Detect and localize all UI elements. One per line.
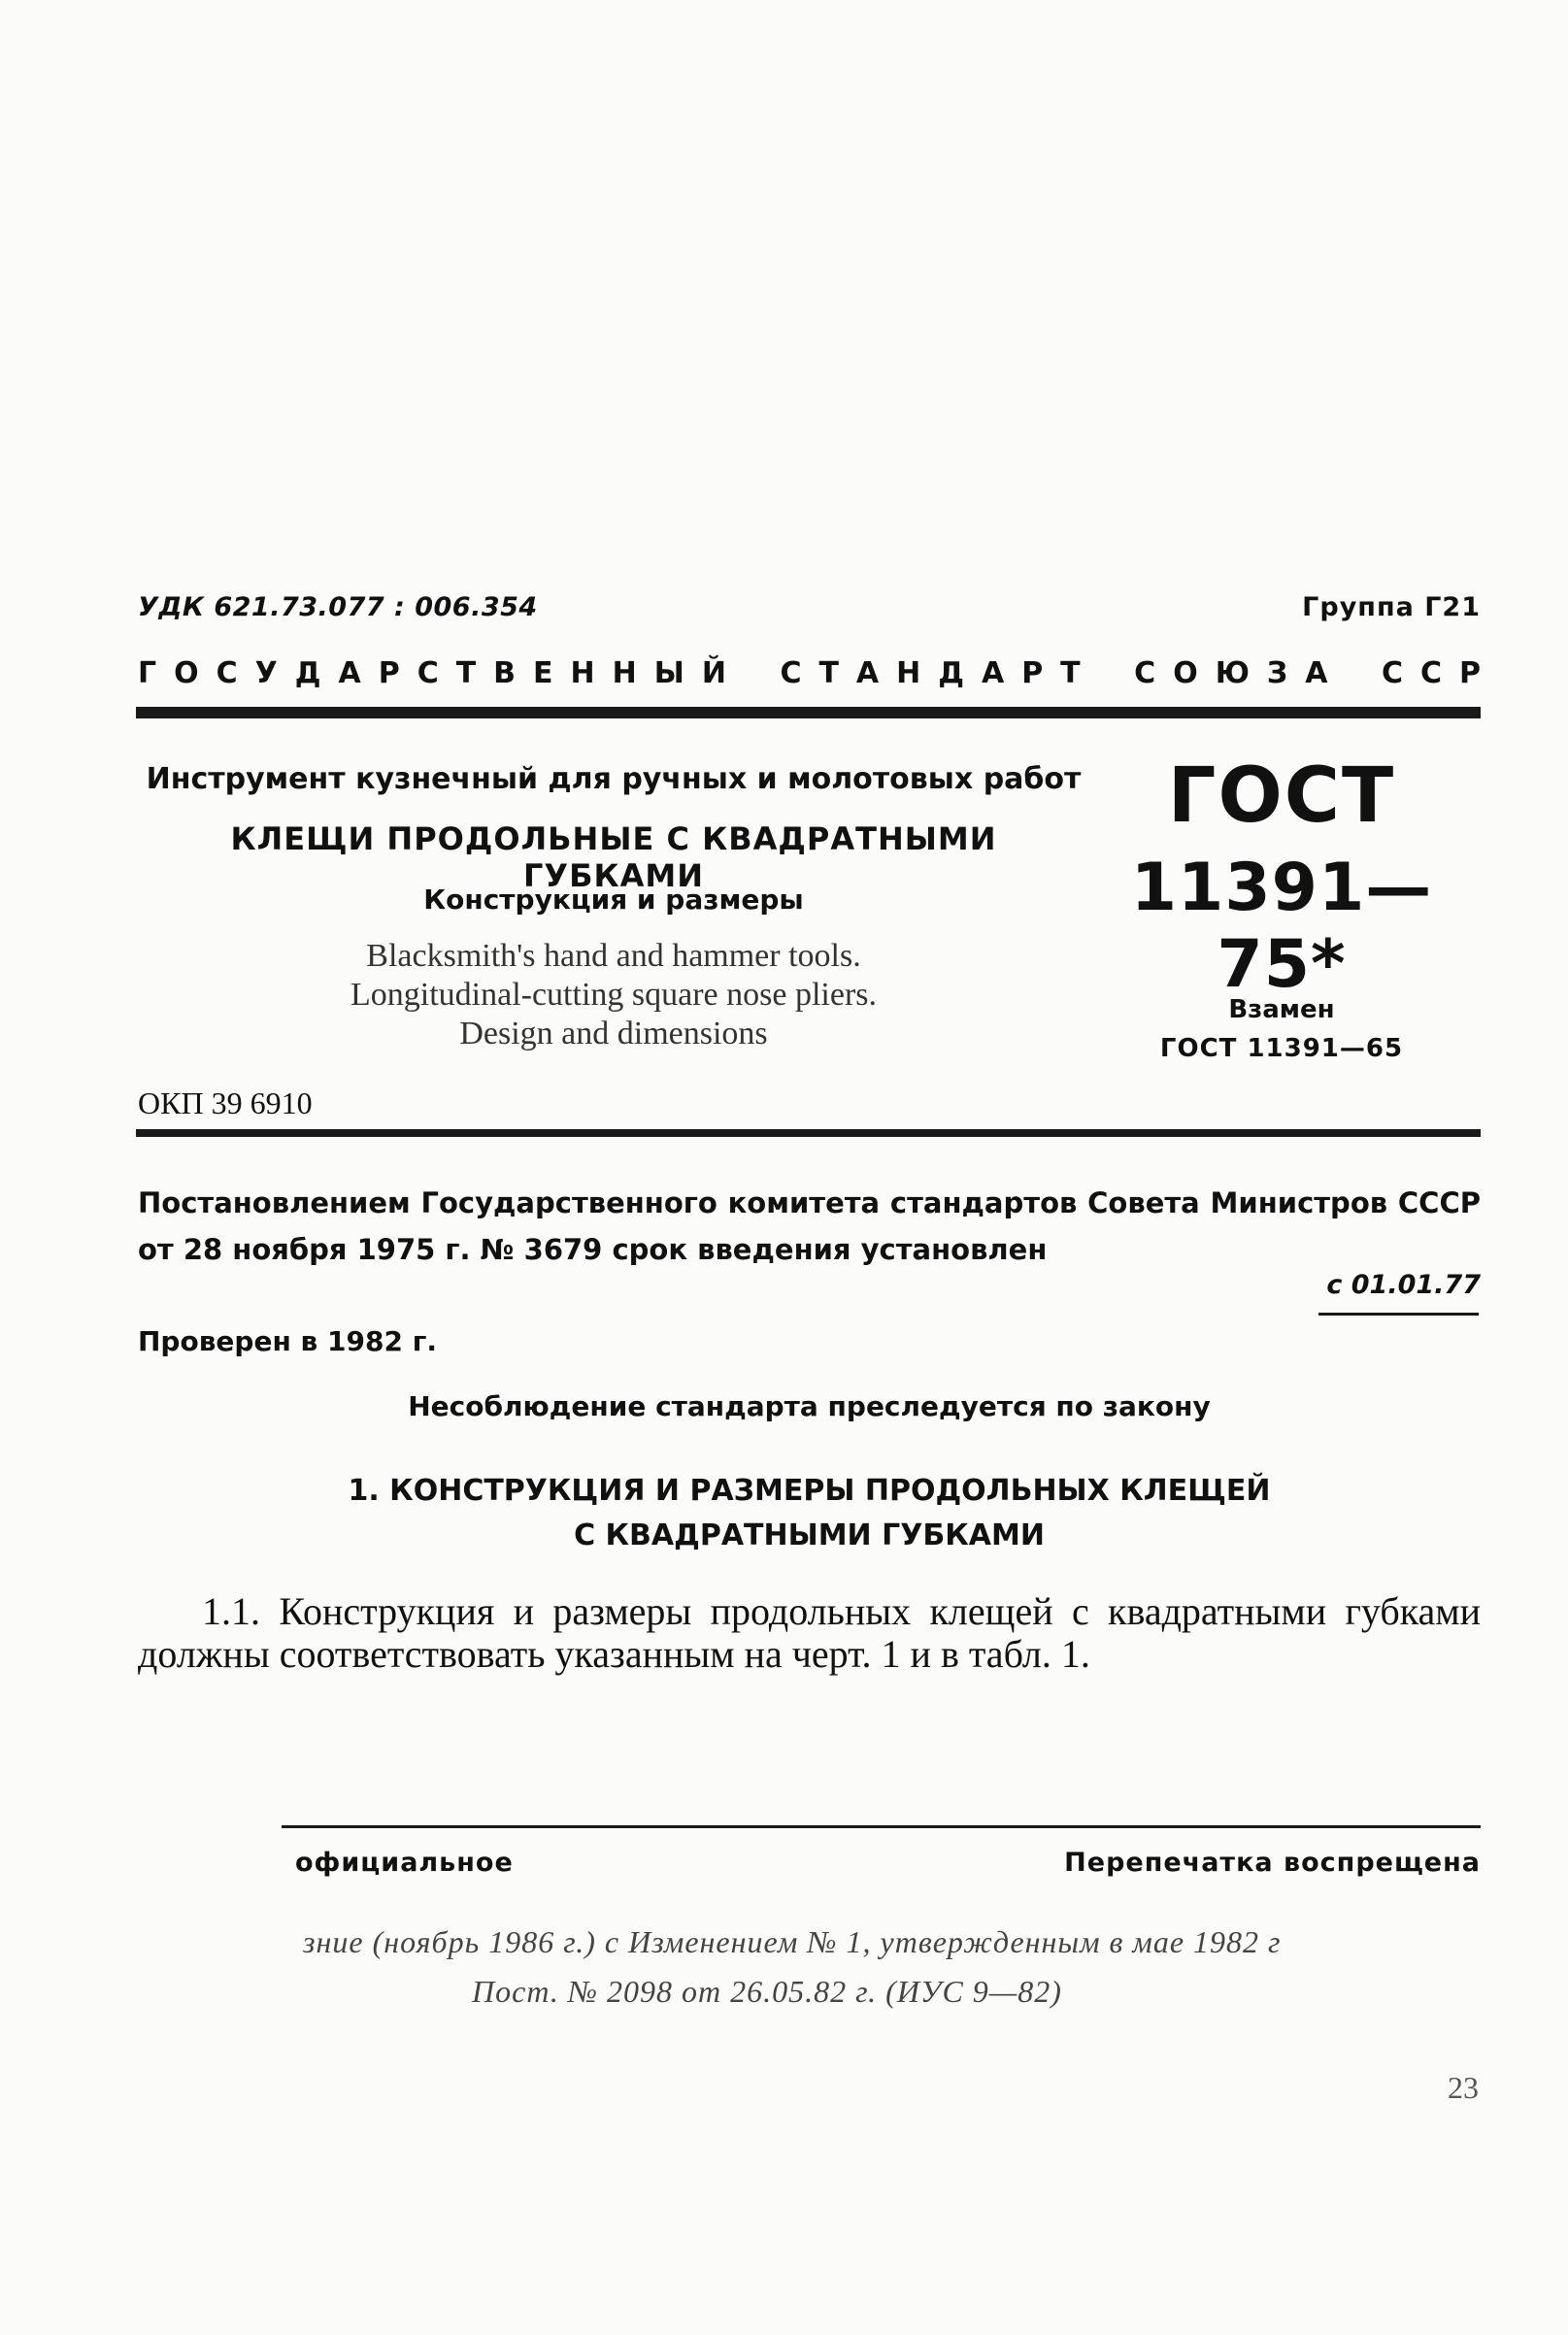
english-title-line-2: Longitudinal-cutting square nose pliers. — [350, 977, 877, 1013]
udk-code: УДК 621.73.077 : 006.354 — [138, 592, 538, 622]
header-rule — [136, 707, 1481, 718]
replaces-label: Взамен — [1228, 995, 1335, 1024]
gost-number: 11391—75* — [1130, 850, 1433, 1003]
title-line-3: Конструкция и размеры — [423, 884, 804, 916]
state-word-1: ГОСУДАРСТВЕННЫЙ — [138, 656, 744, 690]
okp-code: ОКП 39 6910 — [138, 1085, 313, 1120]
state-word-4: ССР — [1381, 656, 1498, 690]
state-word-2: СТАНДАРТ — [780, 656, 1098, 690]
section-paragraph: 1.1. Конструкция и размеры продольных клещей с квадратными губками должны соответствовать указанным на черт. 1 и в табл. 1. — [138, 1589, 1481, 1676]
checked-year: Проверен в 1982 г. — [138, 1325, 437, 1357]
replaced-standard: ГОСТ 11391—65 — [1159, 1034, 1404, 1063]
english-title — [138, 937, 1089, 1053]
english-title-line-3: Design and dimensions — [459, 1016, 768, 1051]
footer-rule — [282, 1825, 1481, 1828]
official-label: официальное — [295, 1848, 514, 1878]
page-number: 23 — [1448, 2070, 1479, 2105]
effective-date: с 01.01.77 — [1326, 1270, 1481, 1300]
title-line-1: Инструмент кузнечный для ручных и молотовых работ — [146, 762, 1082, 796]
english-title-line-1: Blacksmith's hand and hammer tools. — [366, 938, 861, 974]
decree-text: Постановлением Государственного комитета стандартов Совета Министров СССР от 28 ноября 1975 г. № 3679 срок введения установлен — [138, 1186, 1481, 1266]
group-code: Группа Г21 — [1302, 592, 1481, 622]
section-heading-line-1: 1. КОНСТРУКЦИЯ И РАЗМЕРЫ ПРОДОЛЬНЫХ КЛЕЩЕЙ — [348, 1474, 1271, 1508]
title-rule — [136, 1129, 1481, 1137]
state-standard-heading — [138, 656, 1498, 690]
edition-note-line-2: Пост. № 2098 от 26.05.82 г. (ИУС 9—82) — [472, 1974, 1062, 2009]
section-heading-line-2: С КВАДРАТНЫМИ ГУБКАМИ — [574, 1518, 1045, 1552]
date-underline — [1318, 1313, 1479, 1316]
edition-note-line-1: зние (ноябрь 1986 г.) с Изменением № 1, утвержденным в мае 1982 г — [303, 1924, 1282, 1959]
reprint-notice: Перепечатка воспрещена — [1064, 1848, 1481, 1878]
title-line-2: КЛЕЩИ ПРОДОЛЬНЫЕ С КВАДРАТНЫМИ ГУБКАМИ — [230, 820, 997, 894]
gost-label: ГОСТ — [1167, 752, 1396, 840]
law-notice: Несоблюдение стандарта преследуется по закону — [408, 1390, 1211, 1422]
state-word-3: СОЮЗА — [1134, 656, 1346, 690]
